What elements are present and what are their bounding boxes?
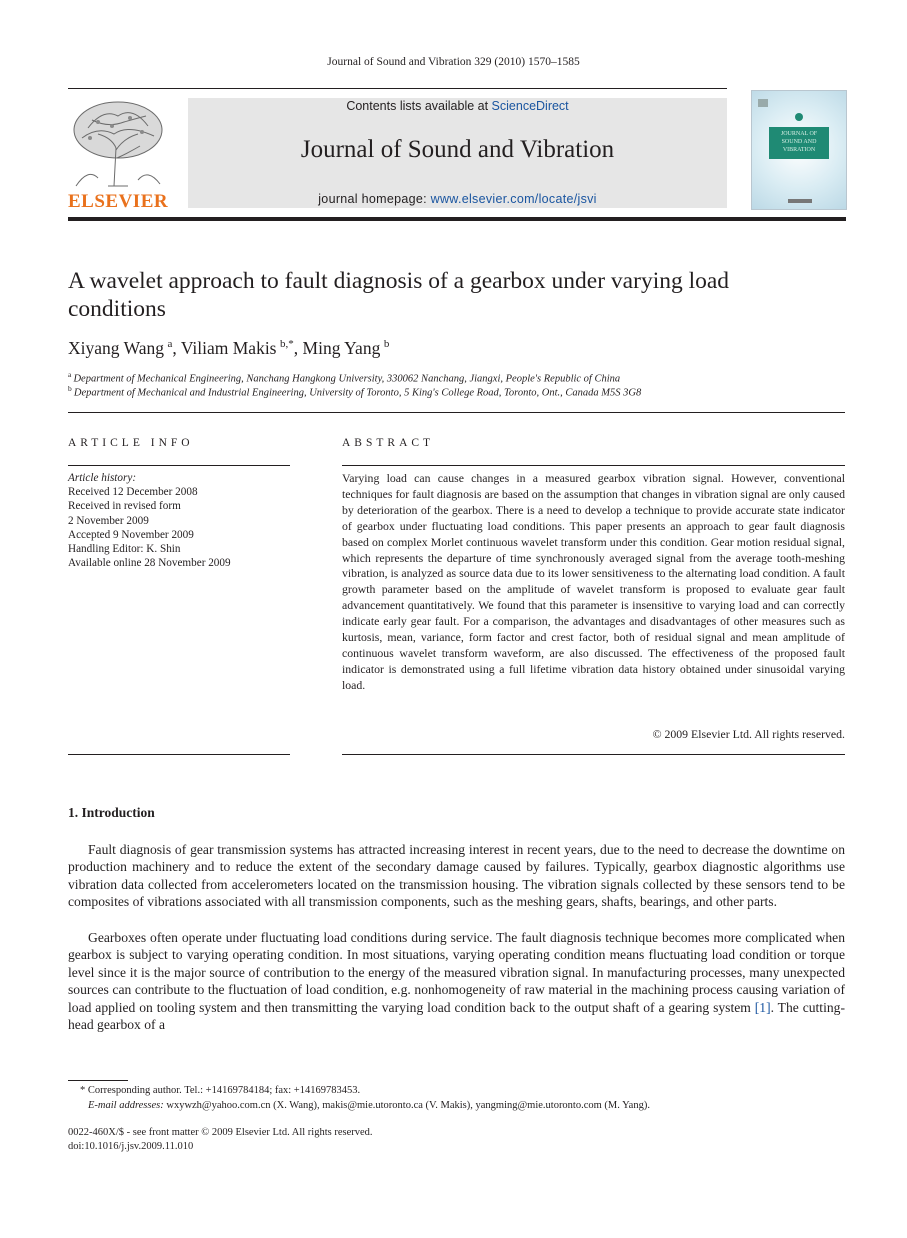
history-line: 2 November 2009 [68,514,149,527]
abstract-text: Varying load can cause changes in a measured gearbox vibration signal. However, conventional techniques for fault diagnosis are based on the assumption that changes in vibration signal are only caused by deterioration of the gearbox. There is a need to develop a technique to provide accurate state indicator of gearbox under fluctuating load conditions. This paper presents an approach to gear fault diagnosis based on complex Morlet continuous wavelet transform under this condition. Gear motion residual signal, which represents the departure of time synchronously averaged signal from the average tooth-meshing vibration, is analyzed as source data due to its lower sensitiveness to the alternating load condition. A fault growth parameter based on the amplitude of wavelet transform is proposed to evaluate gear fault advancement quantitatively. We found that this parameter is insensitive to varying load and can correctly indicate early gear fault. For a comparison, the advantages and disadvantages of other measures such as kurtosis, mean, variance, form factor and crest factor, both of residual signal and mean amplitude of continuous wavelet transform waveform, are also discussed. The effectiveness of the proposed fault indicator is demonstrated using a full lifetime vibration data history obtained under sinusoidal varying load. [342,471,845,692]
corresponding-author-note: * Corresponding author. Tel.: +14169784184; fax: +14169783453. [80,1085,361,1096]
author-name: Viliam Makis [180,338,277,358]
homepage-line [188,192,727,206]
abstract-rule [342,465,845,466]
cover-publisher-icon [758,99,768,107]
contents-line [188,99,727,113]
author-affiliation-mark[interactable]: b [383,338,390,351]
affiliation-mark: a [68,370,72,379]
article-history [68,471,290,570]
affiliation-mark: b [68,384,72,393]
affiliation-a [68,370,620,385]
author-separator: , [172,338,181,358]
author-affiliation-mark[interactable]: a [167,338,173,351]
paragraph-text: . The cutting-head gearbox of a [68,999,845,1033]
intro-paragraph-2 [68,929,845,1033]
email-note [88,1100,650,1111]
homepage-prefix: journal homepage: [318,192,431,206]
doi-line: doi:10.1016/j.jsv.2009.11.010 [68,1141,194,1152]
homepage-link[interactable]: www.elsevier.com/locate/jsvi [430,192,597,206]
paragraph-text: Gearboxes often operate under fluctuating load conditions during service. The fault diagnosis technique becomes more complicated when gearbox is subject to varying operating condition. In most situations, varying operating condition means fluctuating load condition or torque level since it is the major source of contribution to the energy of the measured vibration signal. In manufacturing processes, many unexpected sources can contribute to the fluctuation of load condition, e.g. nonhomogeneity of raw material in the machining process causing variation of load applied on tooling system and then transmitting the varying load condition back to the output shaft of a gearing system [68,930,845,1015]
abstract-bottom-rule [342,754,845,755]
header-rule [68,88,727,89]
sciencedirect-link[interactable]: ScienceDirect [491,99,569,113]
journal-citation: Journal of Sound and Vibration 329 (2010) 1570–1585 [327,56,580,68]
section-heading: 1. Introduction [68,805,155,820]
issn-line: 0022-460X/$ - see front matter © 2009 Elsevier Ltd. All rights reserved. [68,1127,373,1138]
journal-title: Journal of Sound and Vibration [300,136,615,163]
history-line: Received in revised form [68,500,181,513]
affiliation-b [68,384,641,399]
email-addresses: wxywzh@yahoo.com.cn (X. Wang), makis@mie.utoronto.ca (V. Makis), yangming@mie.utoronto.com (M. Yang). [163,1100,650,1111]
abstract-heading: ABSTRACT [342,437,435,449]
affiliation-text: Department of Mechanical Engineering, Nanchang Hangkong University, 330062 Nanchang, Jiangxi, People's Republic of China [73,373,621,385]
article-info-heading: ARTICLE INFO [68,437,194,449]
publisher-wordmark: ELSEVIER [68,191,169,212]
masthead-thick-rule [68,217,846,221]
cover-emblem-icon [795,113,803,121]
cover-title-block [769,127,829,159]
author-name: Ming Yang [302,338,381,358]
article-info-bottom-rule [68,754,290,755]
history-line: Available online 28 November 2009 [68,557,231,570]
cover-title-text: JOURNAL OF SOUND AND VIBRATION [780,131,818,153]
abstract-copyright: © 2009 Elsevier Ltd. All rights reserved. [652,727,845,741]
author-list [68,338,389,359]
journal-cover-thumbnail [751,90,847,210]
intro-paragraph-1: Fault diagnosis of gear transmission systems has attracted increasing interest in recent years, due to the need to decrease the downtime on production machinery and to reduce the extent of the secondary damage caused by failures. Typically, gearbox diagnostic algorithms use vibration data collected from accelerometers located on the transmission housing. The vibration signals collected by these sensors tend to be composites of vibrations associated with all transmission components, such as the meshing gears, shafts, bearings, and other parts. [68,842,845,910]
author-separator: , [293,338,303,358]
article-title: A wavelet approach to fault diagnosis of a gearbox under varying load conditions [68,268,730,322]
article-history-label: Article history: [68,472,137,484]
history-line: Accepted 9 November 2009 [68,528,194,541]
article-info-rule [68,465,290,466]
history-line: Received 12 December 2008 [68,486,198,499]
affiliation-rule [68,412,845,413]
history-line: Handling Editor: K. Shin [68,543,181,556]
email-label: E-mail addresses: [88,1100,164,1111]
contents-prefix: Contents lists available at [346,99,492,113]
author-name: Xiyang Wang [68,338,164,358]
cover-footer-mark [788,199,812,203]
author-affiliation-mark[interactable]: b,* [280,338,294,351]
reference-link[interactable]: [1] [754,999,771,1015]
affiliation-text: Department of Mechanical and Industrial Engineering, University of Toronto, 5 King's College Road, Toronto, Ont., Canada M5S 3G8 [73,387,642,399]
footnote-rule [68,1080,128,1081]
